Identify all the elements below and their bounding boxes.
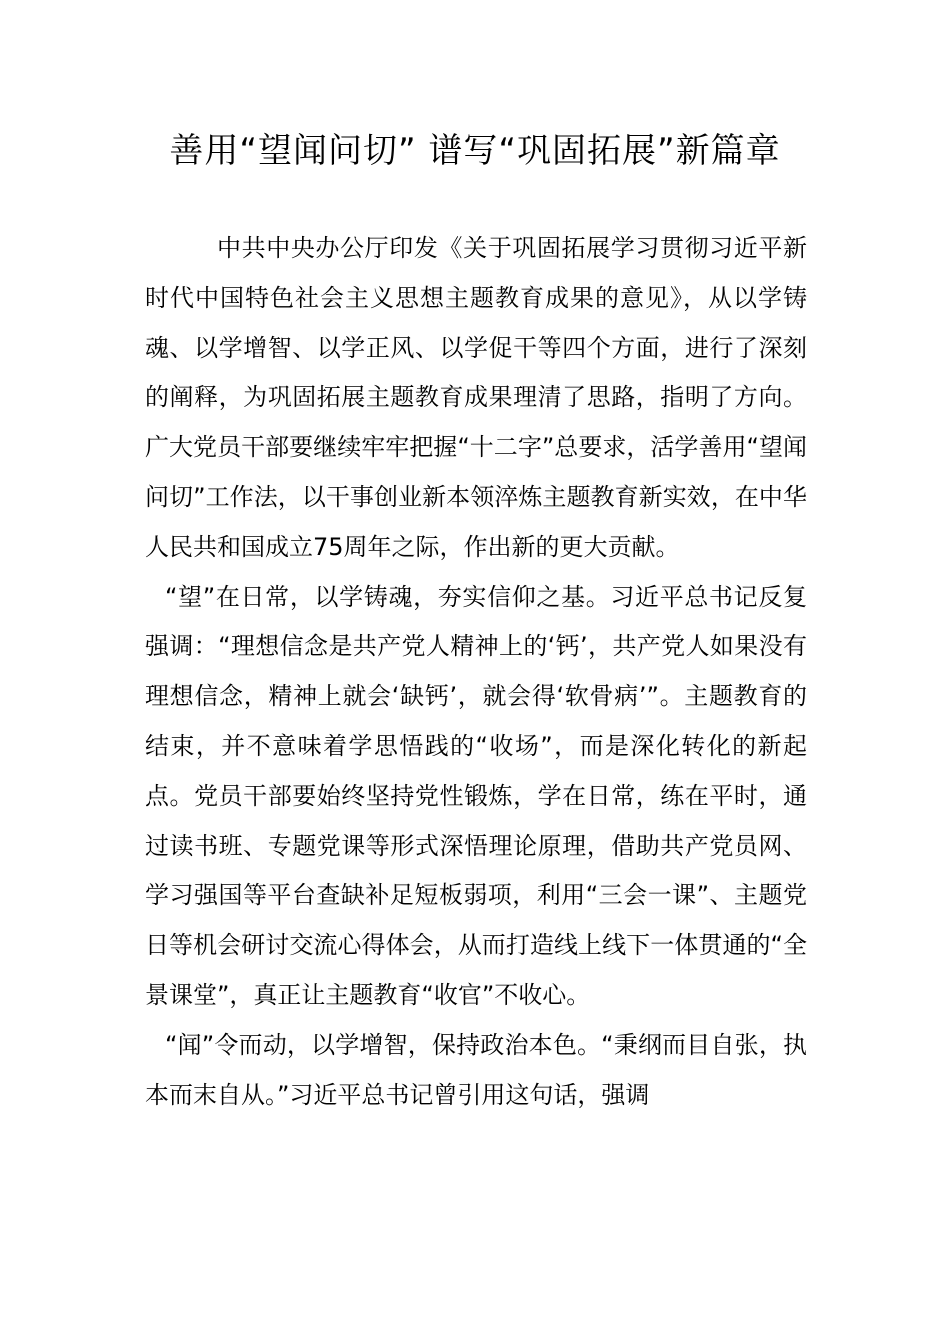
paragraph-wang: “望”在日常，以学铸魂，夯实信仰之基。习近平总书记反复强调：“理想信念是共产党人精神上的‘钙’，共产党人如果没有理想信念，精神上就会‘缺钙’，就会得‘软骨病’”。主题教育的结束，并不意味着学思悟践的“收场”，而是深化转化的新起点。党员干部要始终坚持党性锻炼，学在日常，练在平时，通过读书班、专题党课等形式深悟理论原理，借助共产党员网、学习强国等平台查缺补足短板弱项，利用“三会一课”、主题党日等机会研讨交流心得体会，从而打造线上线下一体贯通的“全景课堂”，真正让主题教育“收官”不收心。: [145, 582, 807, 1009]
document-title: 善用“望闻问切” 谱写“巩固拓展”新篇章: [169, 131, 781, 171]
paragraph-intro: 中共中央办公厅印发《关于巩固拓展学习贯彻习近平新时代中国特色社会主义思想主题教育成果的意见》，从以学铸魂、以学增智、以学正风、以学促干等四个方面，进行了深刻的阐释，为巩固拓展主题教育成果理清了思路，指明了方向。广大党员干部要继续牢牢把握“十二字”总要求，活学善用“望闻问切”工作法，以干事创业新本领淬炼主题教育新实效，在中华人民共和国成立75周年之际，作出新的更大贡献。: [145, 234, 807, 561]
paragraph-wen: “闻”令而动，以学增智，保持政治本色。“秉纲而目自张，执本而末自从。”习近平总书记曾引用这句话，强调: [145, 1030, 807, 1109]
document-body: [145, 224, 807, 1120]
